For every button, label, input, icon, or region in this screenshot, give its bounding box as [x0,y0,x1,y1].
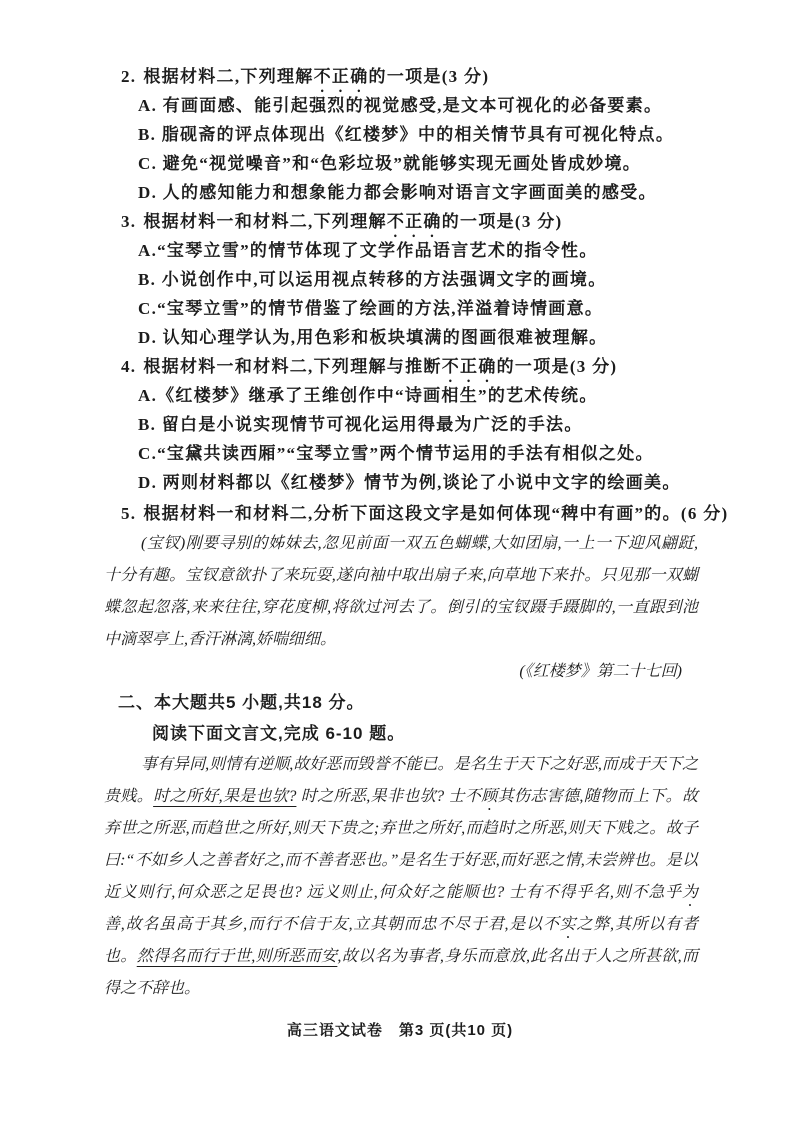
excerpt-line-4: 中滴翠亭上,香汗淋漓,娇喘细细。 [104,631,337,648]
passage-line-3: 弃世之所恶,而趋世之所好,则天下贵之;弃世之所好,而趋时之所恶,则天下贱之。故子 [104,820,698,837]
question-4-stem-emphasis: 不正确 [441,357,497,376]
question-3-option-a: A.“宝琴立雪”的情节体现了文学作品语言艺术的指令性。 [138,241,598,260]
passage-line-1: 事有异同,则情有逆顺,故好恶而毁誉不能已。是名生于天下之好恶,而成于天下之 [141,756,698,773]
passage-line-8: 得之不辞也。 [104,980,201,997]
section-2-instruction: 阅读下面文言文,完成 6-10 题。 [152,724,406,743]
passage-line-7-pre: 也。 [104,948,137,965]
question-3-stem-tail: 的一项是(3 分) [441,212,563,231]
excerpt-attribution: (《红楼梦》第二十七回) [519,663,682,680]
question-5-stem [121,499,729,528]
passage-line-6-pre: 善,故名虽高于其乡,而行不信于友,立其朝而忠不尽于君,是以不 [104,916,560,933]
question-2-stem-emphasis: 不正确 [313,67,369,86]
passage-line-2 [104,781,698,813]
excerpt-line-2: 十分有趣。宝钗意欲扑了来玩耍,遂向袖中取出扇子来,向草地下来扑。只见那一双蝴 [104,567,698,584]
question-4-number: 4. [121,357,137,376]
passage-line-7-post: ,故以名为事者,身乐而意放,此名出于人之所甚欲,而 [337,948,698,965]
page-footer: 高三语文试卷 第3 页(共10 页) [286,1022,514,1039]
passage-line-5 [104,877,698,909]
passage-line-6 [104,909,698,941]
question-2-stem-text: 根据材料二,下列理解 [143,67,314,86]
question-2-number: 2. [121,67,137,86]
passage-line-4: 曰:“不如乡人之善者好之,而不善者恶也。”是名生于好恶,而好恶之情,未尝辨也。是以 [104,852,698,869]
question-3-option-c: C.“宝琴立雪”的情节借鉴了绘画的方法,洋溢着诗情画意。 [138,299,604,318]
question-2-option-c: C. 避免“视觉噪音”和“色彩垃圾”就能够实现无画处皆成妙境。 [138,154,642,173]
passage-line-2-pre: 贵贱。 [104,788,154,805]
question-3-option-d: D. 认知心理学认为,用色彩和板块填满的图画很难被理解。 [138,328,608,347]
question-5-stem-text: 根据材料一和材料二,分析下面这段文字是如何体现“稗中有画”的。(6 分) [143,504,729,523]
question-4-option-b: B. 留白是小说实现情节可视化运用得最为广泛的手法。 [138,415,583,434]
passage-line-7 [104,941,698,973]
question-4-stem-text: 根据材料一和材料二,下列理解与推断 [143,357,442,376]
question-2-option-d: D. 人的感知能力和想象能力都会影响对语言文字画面美的感受。 [138,183,657,202]
passage-line-2-post: 其伤志害德,随物而上下。故 [497,788,698,805]
question-4-stem-tail: 的一项是(3 分) [496,357,618,376]
question-3-number: 3. [121,212,137,231]
question-4-option-d: D. 两则材料都以《红楼梦》情节为例,谈论了小说中文字的绘画美。 [138,473,681,492]
question-4-stem [121,352,710,381]
passage-line-2-dotted-char: 顾 [481,788,498,805]
question-4-option-a: A.《红楼梦》继承了王维创作中“诗画相生”的艺术传统。 [138,386,598,405]
passage-line-7-underlined: 然得名而行于世,则所恶而安 [136,948,338,965]
question-3-stem-text: 根据材料一和材料二,下列理解 [143,212,387,231]
passage-line-6-post: 之弊,其所以有者 [576,916,698,933]
question-3-option-b: B. 小说创作中,可以运用视点转移的方法强调文字的画境。 [138,270,607,289]
question-2-option-a: A. 有画面感、能引起强烈的视觉感受,是文本可视化的必备要素。 [138,96,663,115]
question-4-option-c: C.“宝黛共读西厢”“宝琴立雪”两个情节运用的手法有相似之处。 [138,444,654,463]
section-2-heading: 二、本大题共5 小题,共18 分。 [118,693,365,712]
question-2-option-b: B. 脂砚斋的评点体现出《红楼梦》中的相关情节具有可视化特点。 [138,125,675,144]
excerpt-line-3: 蝶忽起忽落,来来往往,穿花度柳,将欲过河去了。倒引的宝钗蹑手蹑脚的,一直跟到池 [104,599,698,616]
passage-line-2-underlined: 时之所好,果是也欤? [153,788,297,805]
question-3-stem [121,207,710,236]
passage-line-5-pre: 近义则行,何众恶之足畏也? 远义则止,何众好之能顺也? 士有不得乎名,则不急乎 [104,884,682,901]
question-3-stem-emphasis: 不正确 [386,212,442,231]
passage-line-5-dotted-char: 为 [681,884,698,901]
passage-line-6-dotted-char: 实 [559,916,577,933]
question-2-stem-tail: 的一项是(3 分) [368,67,490,86]
passage-line-2-mid: 时之所恶,果非也欤? 士不 [296,788,482,805]
question-2-stem [121,62,710,91]
excerpt-line-1: (宝钗)刚要寻别的姊妹去,忽见前面一双五色蝴蝶,大如团扇,一上一下迎风翩跹, [141,535,698,552]
question-5-number: 5. [121,504,137,523]
